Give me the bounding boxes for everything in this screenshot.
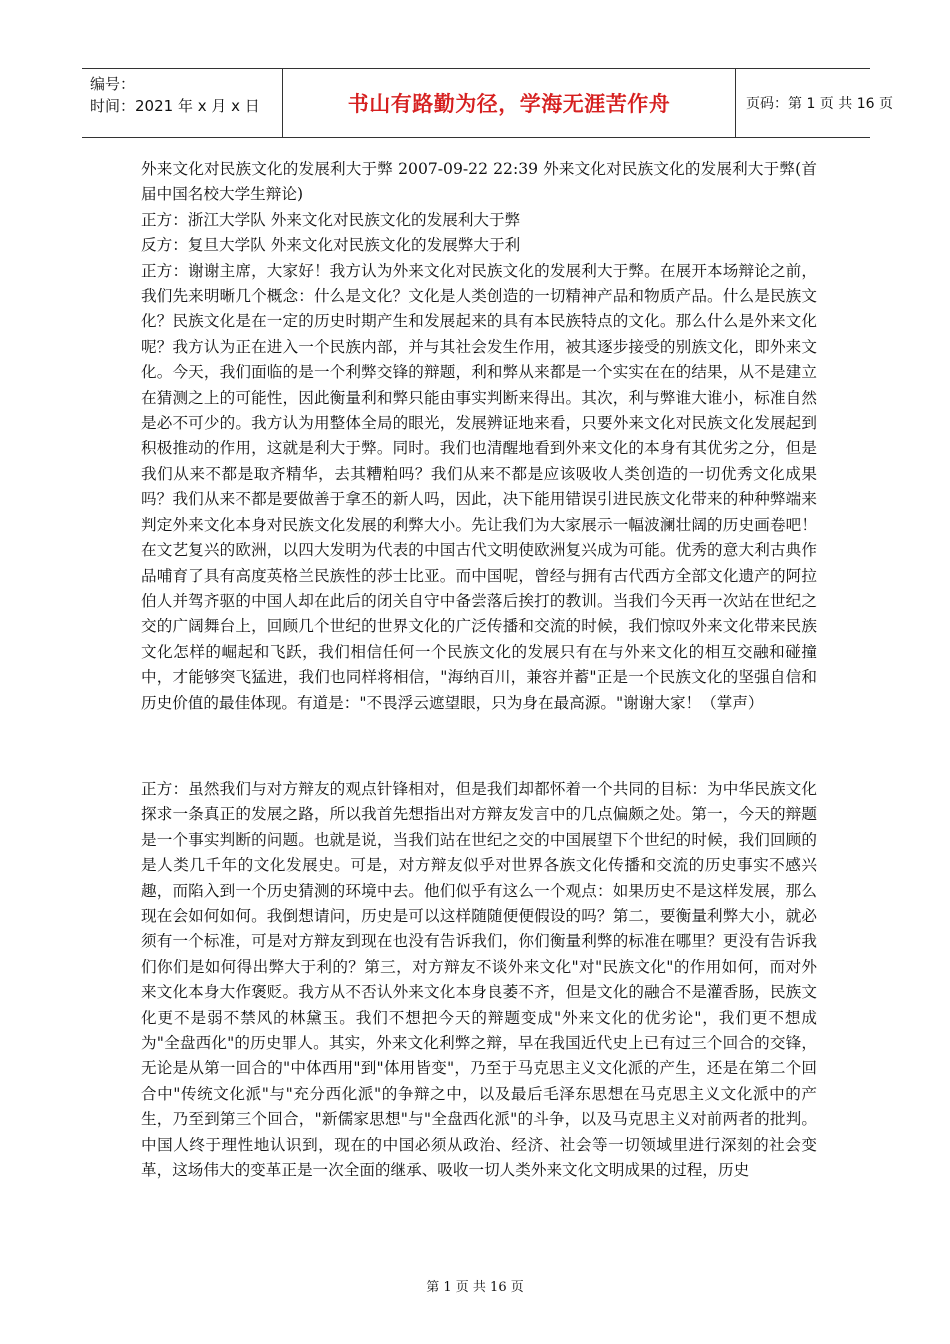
document-date-label: 时间：2021 年 x 月 x 日: [90, 97, 260, 115]
negative-team-line: 反方：复旦大学队 外来文化对民族文化的发展弊大于利: [141, 236, 521, 255]
affirmative-rebuttal-statement: 正方：虽然我们与对方辩友的观点针锋相对，但是我们却都怀着一个共同的目标：为中华民族文化探求一条真正的发展之路，所以我首先想指出对方辩友发言中的几点偏颇之处。第一，今天的辩题是一个事实判断的问题。也就是说，当我们站在世纪之交的中国展望下个世纪的时候，我们回顾的是人类几千年的文化发展史。可是，对方辩友似乎对世界各族文化传播和交流的历史事实不感兴趣，而陷入到一个历史猜测的环境中去。他们似乎有这么一个观点：如果历史不是这样发展，那么现在会如何如何。我倒想请问，历史是可以这样随随便便假设的吗？第二，要衡量利弊大小，就必须有一个标准，可是对方辩友到现在也没有告诉我们，你们衡量利弊的标准在哪里？更没有告诉我们你们是如何得出弊大于利的？第三，对方辩友不谈外来文化"对"民族文化"的作用如何，而对外来文化本身大作褒贬。我方从不否认外来文化本身良萎不齐，但是文化的融合不是灌香肠，民族文化更不是弱不禁风的林黛玉。我们不想把今天的辩题变成"外来文化的优劣论"，我们更不想成为"全盘西化"的历史罪人。其实，外来文化利弊之辩，早在我国近代史上已有过三个回合的交锋，无论是从第一回合的"中体西用"到"体用皆变"，乃至于马克思主义文化派的产生，还是在第二个回合中"传统文化派"与"充分西化派"的争辩之中，以及最后毛泽东思想在马克思主义文化派中的产生，乃至到第三个回合，"新儒家思想"与"全盘西化派"的斗争，以及马克思主义对前两者的批判。中国人终于理性地认识到，现在的中国必须从政治、经济、社会等一切领域里进行深刻的社会变革，这场伟大的变革正是一次全面的继承、吸收一切人类外来文化文明成果的过程，历史: [141, 779, 817, 1180]
header-page-number: 页码：第 1 页 共 16 页: [746, 96, 893, 112]
page-footer: 第 1 页 共 16 页: [426, 1280, 524, 1295]
paragraph-spacer: [141, 716, 817, 777]
affirmative-team-line: 正方：浙江大学队 外来文化对民族文化的发展利大于弊: [141, 210, 521, 229]
affirmative-opening-statement: 正方：谢谢主席，大家好！我方认为外来文化对民族文化的发展利大于弊。在展开本场辩论之前，我们先来明晰几个概念：什么是文化？文化是人类创造的一切精神产品和物质产品。什么是民族文化？民族文化是在一定的历史时期产生和发展起来的具有本民族特点的文化。那么什么是外来文化呢？我方认为正在进入一个民族内部，并与其社会发生作用，被其逐步接受的别族文化，即外来文化。今天，我们面临的是一个利弊交锋的辩题，利和弊从来都是一个实实在在的结果，从不是建立在猜测之上的可能性，因此衡量利和弊只能由事实判断来得出。其次，利与弊谁大谁小，标准自然是必不可少的。我方认为用整体全局的眼光，发展辨证地来看，只要外来文化对民族文化发展起到积极推动的作用，这就是利大于弊。同时。我们也清醒地看到外来文化的本身有其优劣之分，但是我们从来不都是取齐精华，去其糟粕吗？我们从来不都是应该吸收人类创造的一切优秀文化成果吗？我们从来不都是要做善于拿丕的新人吗，因此，决下能用错误引进民族文化带来的种种弊端来判定外来文化本身对民族文化发展的利弊大小。先让我们为大家展示一幅波澜壮阔的历史画卷吧！在文艺复兴的欧洲，以四大发明为代表的中国古代文明使欧洲复兴成为可能。优秀的意大利古典作品哺育了具有高度英格兰民族性的莎士比亚。而中国呢，曾经与拥有古代西方全部文化遗产的阿拉伯人并驾齐驱的中国人却在此后的闭关自守中备尝落后挨打的教训。当我们今天再一次站在世纪之交的广阔舞台上，回顾几个世纪的世界文化的广泛传播和交流的时候，我们惊叹外来文化带来民族文化怎样的崛起和飞跃，我们相信任何一个民族文化的发展只有在与外来文化的相互交融和碰撞中，才能够突飞猛进，我们也同样将相信，"海纳百川，兼容并蓄"正是一个民族文化的坚强自信和历史价值的最佳体现。有道是："不畏浮云遮望眼，只为身在最高源。"谢谢大家！（掌声）: [141, 261, 817, 712]
header-motto-cell: [282, 69, 736, 137]
header-motto: 书山有路勤为径，学海无涯苦作舟: [347, 92, 671, 116]
document-number-label: 编号：: [90, 75, 136, 93]
document-title-paragraph: 外来文化对民族文化的发展利大于弊 2007-09-22 22:39 外来文化对民族文化的发展利大于弊(首届中国名校大学生辩论): [141, 160, 817, 204]
document-body: [141, 157, 817, 1183]
page-header: [82, 68, 893, 138]
header-meta: [82, 69, 282, 137]
